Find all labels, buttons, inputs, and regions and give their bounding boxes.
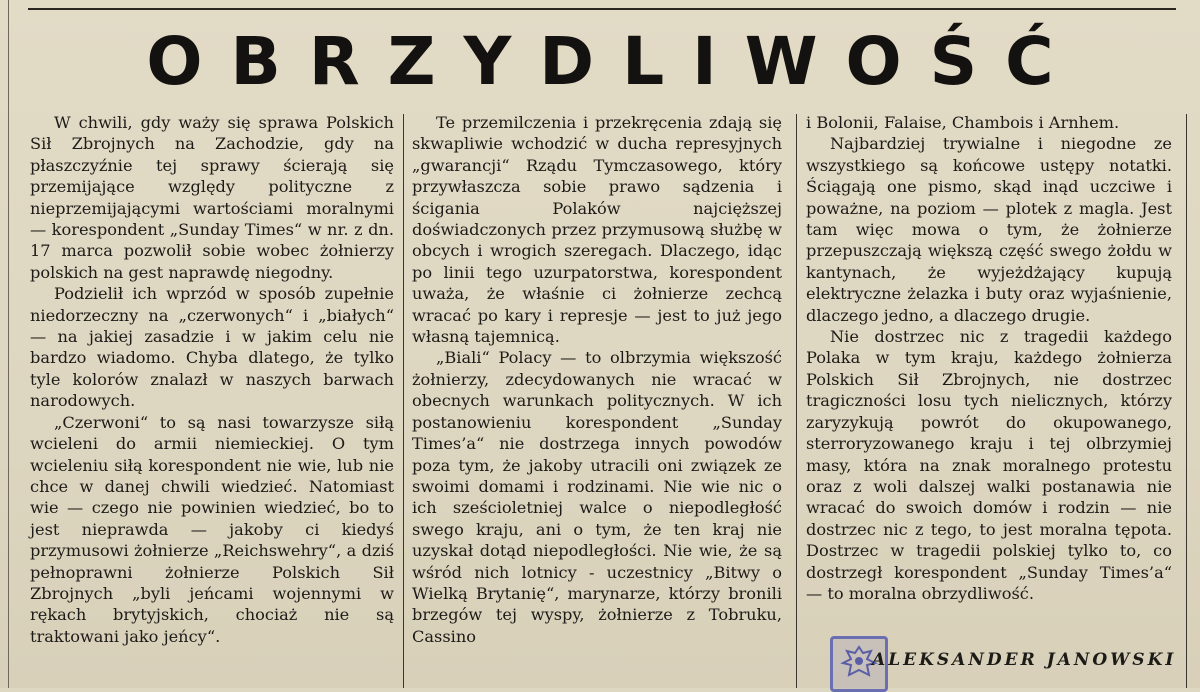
headline: OBRZYDLIWOŚĆ <box>146 23 1082 100</box>
paragraph: Te przemilczenia i przekręcenia zdają się skwapliwie wchodzić w ducha represyjnych „gwarancji“ Rządu Tymczasowego, który przywłaszcza sobie prawo sądzenia i ścigania Polaków najcięższej doświadczonych przez przymusową służbę w obcych i wrogich szeregach. Dlaczego, idąc po linii tego uzurpatorstwa, korespondent uważa, że właśnie ci żołnierze zechcą wracać po kary i represje — jest to już jego własną tajemnicą. <box>412 113 782 347</box>
top-rule <box>28 8 1176 10</box>
paragraph: i Bolonii, Falaise, Chambois i Arnhem. <box>806 113 1120 132</box>
paragraph: „Czerwoni“ to są nasi towarzysze siłą wcieleni do armii niemieckiej. O tym wcieleniu siłą korespondent nie wie, lub nie chce w danej chwili wiedzieć. Natomiast wie — czego nie powinien wiedzieć, bo to jest nieprawda — jakoby ci kiedyś przymusowi żołnierze „Reichswehry“, a dziś pełnoprawni żołnierze Polskich Sił Zbrojnych „byli jeńcami wojennymi w rękach brytyjskich, chociaż nie są traktowani jako jeńcy“. <box>30 412 394 646</box>
column-divider <box>1186 114 1187 688</box>
column-divider <box>796 114 797 688</box>
column-divider <box>403 114 404 688</box>
author-signature: ALEKSANDER JANOWSKI <box>872 650 1177 670</box>
signature-row <box>812 634 1182 688</box>
article-column-2 <box>412 112 782 647</box>
paragraph: Nie dostrzec nic z tragedii każdego Polaka w tym kraju, każdego żołnierza Polskich Sił Zbrojnych, nie dostrzec tragiczności losu tych nielicznych, którzy zaryzykują powrót do okupowanego, sterroryzowanego kraju i tej olbrzymiej masy, która na znak moralnego protestu oraz z woli dalszej walki postanawia nie wracać do swoich domów i rodzin — nie dostrzec nic z tego, to jest moralna tępota. Dostrzec w tragedii polskiej tylko to, co dostrzegł korespondent „Sunday Times’a“ — to moralna obrzydliwość. <box>806 327 1172 603</box>
left-margin-rule <box>8 0 9 688</box>
article-column-3 <box>806 112 1172 604</box>
paragraph: „Biali“ Polacy — to olbrzymia większość żołnierzy, zdecydowanych nie wracać w obecnych warunkach politycznych. W ich postanowieniu korespondent „Sunday Times’a“ nie dostrzega innych powodów poza tym, że jakoby utracili oni związek ze swoimi domami i rodzinami. Nie wie nic o ich sześcioletniej walce o niepodległość swego kraju, ani o tym, że ten kraj nie uzyskał dotąd niepodległości. Nie wie, że są wśród nich lotnicy - uczestnicy „Bitwy o Wielką Brytanię“, marynarze, którzy bronili brzegów tej wyspy, żołnierze z Tobruku, Cassino <box>412 348 782 646</box>
paragraph: Najbardziej trywialne i niegodne ze wszystkiego są końcowe ustępy notatki. Ściągają one pismo, skąd inąd uczciwe i poważne, na poziom — plotek z magla. Jest tam więc mowa o tym, że żołnierze przepuszczają większą część swego żołdu w kantynach, że wyjeżdżający kupują elektryczne żelazka i buty oraz wyjaśnienie, dlaczego jedno, a dlaczego drugie. <box>806 134 1172 325</box>
paragraph: Podzielił ich wprzód w sposób zupełnie niedorzeczny na „czerwonych“ i „białych“ — na jakiej zasadzie i w jakim celu nie bardzo wiadomo. Chyba dlatego, że tylko tyle kolorów znalazł w naszych barwach narodowych. <box>30 284 394 411</box>
paragraph: W chwili, gdy waży się sprawa Polskich Sił Zbrojnych na Zachodzie, gdy na płaszczyźnie tej sprawy ścierają się przemijające względy polityczne z nieprzemijającymi wartościami moralnymi — korespondent „Sunday Times“ w nr. z dn. 17 marca pozwolił sobie wobec żołnierzy polskich na gest naprawdę niegodny. <box>30 113 394 282</box>
article-column-1 <box>30 112 394 647</box>
